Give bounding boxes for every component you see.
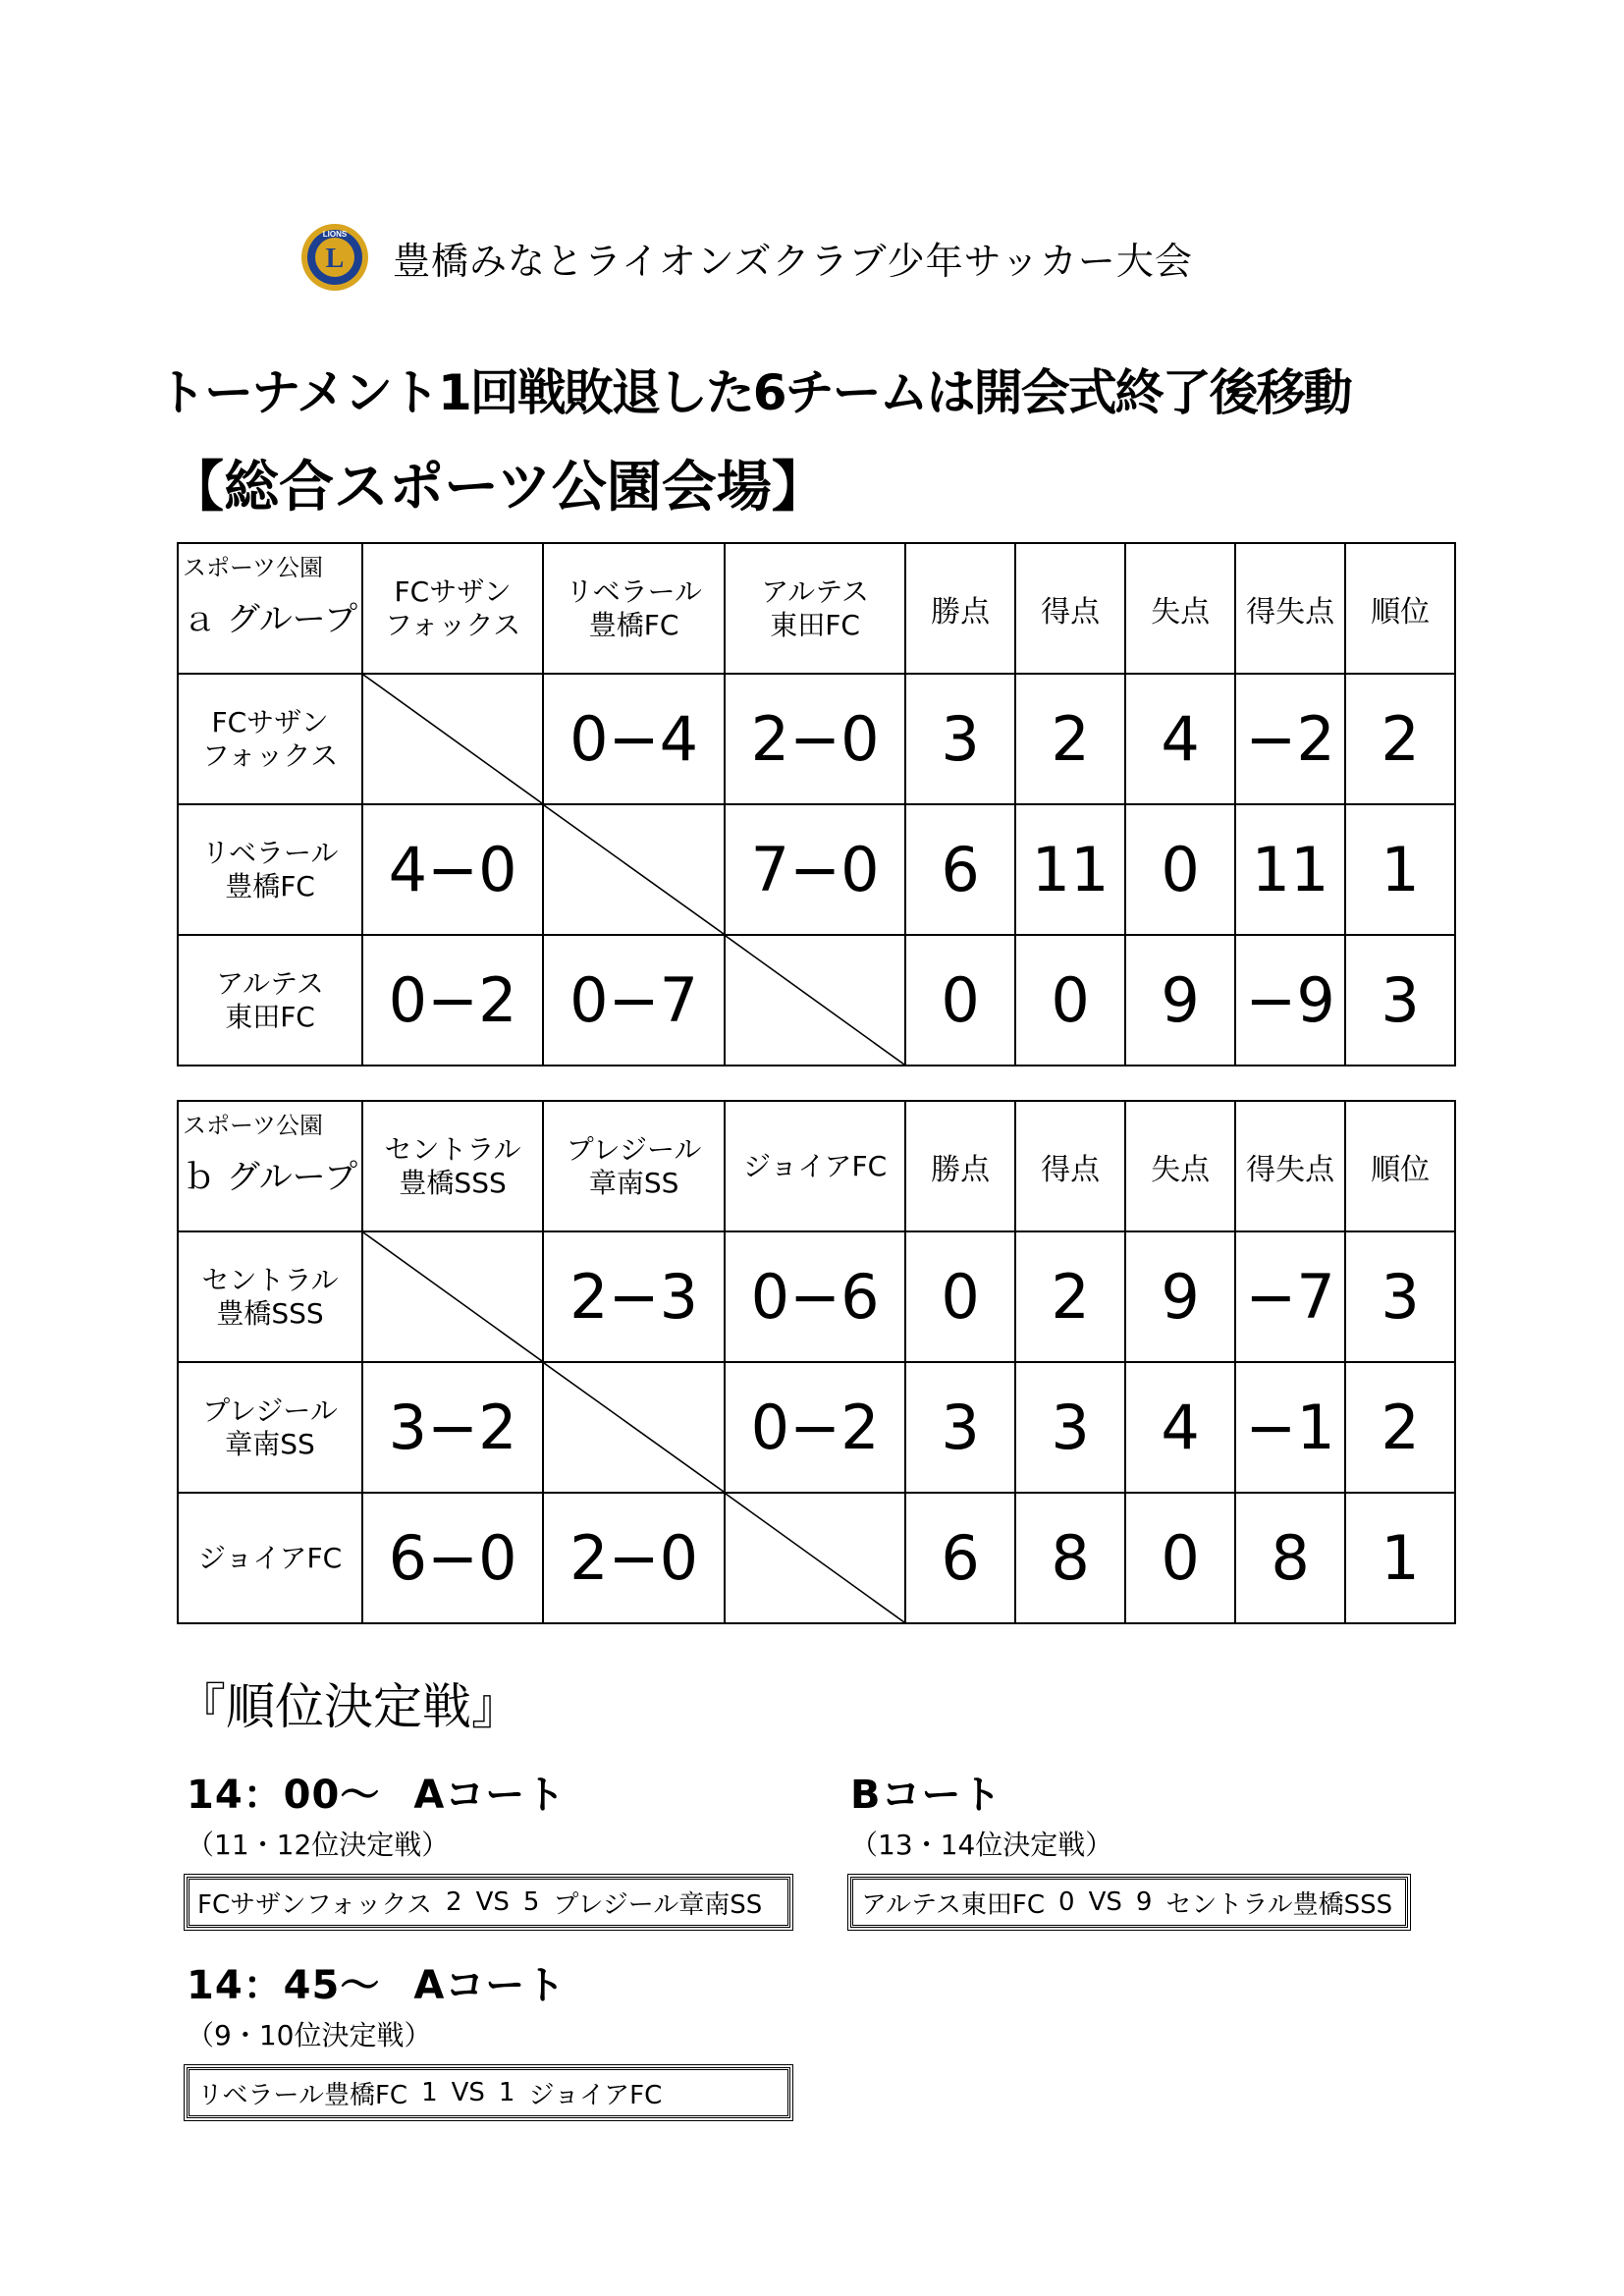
diagonal-cell: [362, 1231, 543, 1362]
points-cell: 3: [905, 1362, 1015, 1493]
score-cell: 6−0: [362, 1493, 543, 1623]
row-team: FCサザン フォックス: [178, 674, 362, 804]
row-team: プレジール 章南SS: [178, 1362, 362, 1493]
match-block-9-10: [187, 1954, 790, 2118]
diagonal-cell: [362, 674, 543, 804]
column-team: セントラル 豊橋SSS: [362, 1101, 543, 1231]
table-row: [178, 1493, 1455, 1623]
column-team: FCサザン フォックス: [362, 543, 543, 674]
column-rank: 順位: [1345, 1101, 1455, 1231]
score-cell: 4−0: [362, 804, 543, 935]
rank-cell: 1: [1345, 1493, 1455, 1623]
points-cell: 6: [905, 804, 1015, 935]
column-team: ジョイアFC: [725, 1101, 905, 1231]
goals-against-cell: 9: [1125, 1231, 1235, 1362]
row-team: ジョイアFC: [178, 1493, 362, 1623]
notice-text: トーナメント1回戦敗退した6チームは開会式終了後移動: [157, 364, 1351, 421]
match-time: 14：00～ Aコート: [187, 1773, 567, 1818]
score-cell: 0−2: [362, 935, 543, 1066]
score-cell: 2−0: [543, 1493, 725, 1623]
match-time: 14：45～ Aコート: [187, 1963, 567, 2008]
match-subtitle: （13・14位決定戦）: [850, 1829, 1113, 1861]
score-cell: 7−0: [725, 804, 905, 935]
column-points: 勝点: [905, 543, 1015, 674]
column-goal-difference: 得失点: [1235, 543, 1345, 674]
goals-for-cell: 0: [1015, 935, 1125, 1066]
goals-against-cell: 4: [1125, 674, 1235, 804]
table-corner: スポーツ公園 ａ グループ: [178, 543, 362, 674]
table-row: [178, 674, 1455, 804]
table-row: [178, 935, 1455, 1066]
goals-for-cell: 2: [1015, 674, 1125, 804]
diagonal-cell: [543, 1362, 725, 1493]
table-row: [178, 1231, 1455, 1362]
score-cell: 0−6: [725, 1231, 905, 1362]
match-result-box: アルテス東田FC 0 VS 9 セントラル豊橋SSS: [850, 1877, 1408, 1928]
goal-difference-cell: −2: [1235, 674, 1345, 804]
rank-cell: 2: [1345, 1362, 1455, 1493]
column-team: リベラール 豊橋FC: [543, 543, 725, 674]
venue-title: 【総合スポーツ公園会場】: [169, 456, 827, 519]
goal-difference-cell: −1: [1235, 1362, 1345, 1493]
match-result-box: リベラール豊橋FC 1 VS 1 ジョイアFC: [187, 2067, 790, 2118]
goals-against-cell: 0: [1125, 1493, 1235, 1623]
group-b-table: [177, 1100, 1456, 1624]
rank-cell: 2: [1345, 674, 1455, 804]
lions-club-logo-icon: [300, 223, 369, 292]
column-team: プレジール 章南SS: [543, 1101, 725, 1231]
goals-for-cell: 8: [1015, 1493, 1125, 1623]
score-cell: 3−2: [362, 1362, 543, 1493]
table-header-row: [178, 543, 1455, 674]
diagonal-cell: [543, 804, 725, 935]
points-cell: 0: [905, 935, 1015, 1066]
score-cell: 2−0: [725, 674, 905, 804]
column-goals-against: 失点: [1125, 1101, 1235, 1231]
goals-for-cell: 2: [1015, 1231, 1125, 1362]
match-result-box: FCサザンフォックス 2 VS 5 プレジール章南SS: [187, 1877, 790, 1928]
svg-text:L: L: [325, 244, 345, 274]
goal-difference-cell: 8: [1235, 1493, 1345, 1623]
goal-difference-cell: −7: [1235, 1231, 1345, 1362]
points-cell: 6: [905, 1493, 1015, 1623]
goal-difference-cell: 11: [1235, 804, 1345, 935]
match-subtitle: （11・12位決定戦）: [187, 1829, 450, 1861]
match-block-13-14: [850, 1764, 1408, 1928]
diagonal-cell: [725, 935, 905, 1066]
rank-cell: 3: [1345, 935, 1455, 1066]
row-team: セントラル 豊橋SSS: [178, 1231, 362, 1362]
row-team: アルテス 東田FC: [178, 935, 362, 1066]
table-header-row: [178, 1101, 1455, 1231]
match-subtitle: （9・10位決定戦）: [187, 2019, 432, 2051]
column-goals-for: 得点: [1015, 543, 1125, 674]
column-goals-against: 失点: [1125, 543, 1235, 674]
column-goals-for: 得点: [1015, 1101, 1125, 1231]
points-cell: 0: [905, 1231, 1015, 1362]
table-row: [178, 1362, 1455, 1493]
score-cell: 0−2: [725, 1362, 905, 1493]
points-cell: 3: [905, 674, 1015, 804]
diagonal-cell: [725, 1493, 905, 1623]
header: [300, 222, 1193, 293]
org-title: 豊橋みなとライオンズクラブ少年サッカー大会: [393, 239, 1193, 283]
goals-against-cell: 9: [1125, 935, 1235, 1066]
rank-cell: 3: [1345, 1231, 1455, 1362]
column-goal-difference: 得失点: [1235, 1101, 1345, 1231]
goals-for-cell: 3: [1015, 1362, 1125, 1493]
goals-against-cell: 4: [1125, 1362, 1235, 1493]
goal-difference-cell: −9: [1235, 935, 1345, 1066]
score-cell: 0−7: [543, 935, 725, 1066]
table-row: [178, 804, 1455, 935]
match-block-11-12: [187, 1764, 790, 1928]
match-time: Bコート: [850, 1773, 1002, 1818]
goals-against-cell: 0: [1125, 804, 1235, 935]
placement-title: 『順位決定戦』: [177, 1678, 520, 1735]
score-cell: 0−4: [543, 674, 725, 804]
score-cell: 2−3: [543, 1231, 725, 1362]
rank-cell: 1: [1345, 804, 1455, 935]
row-team: リベラール 豊橋FC: [178, 804, 362, 935]
logo-text: LIONS: [322, 230, 348, 239]
column-rank: 順位: [1345, 543, 1455, 674]
column-team: アルテス 東田FC: [725, 543, 905, 674]
column-points: 勝点: [905, 1101, 1015, 1231]
table-corner: スポーツ公園 ｂ グループ: [178, 1101, 362, 1231]
group-a-table: [177, 542, 1456, 1066]
goals-for-cell: 11: [1015, 804, 1125, 935]
